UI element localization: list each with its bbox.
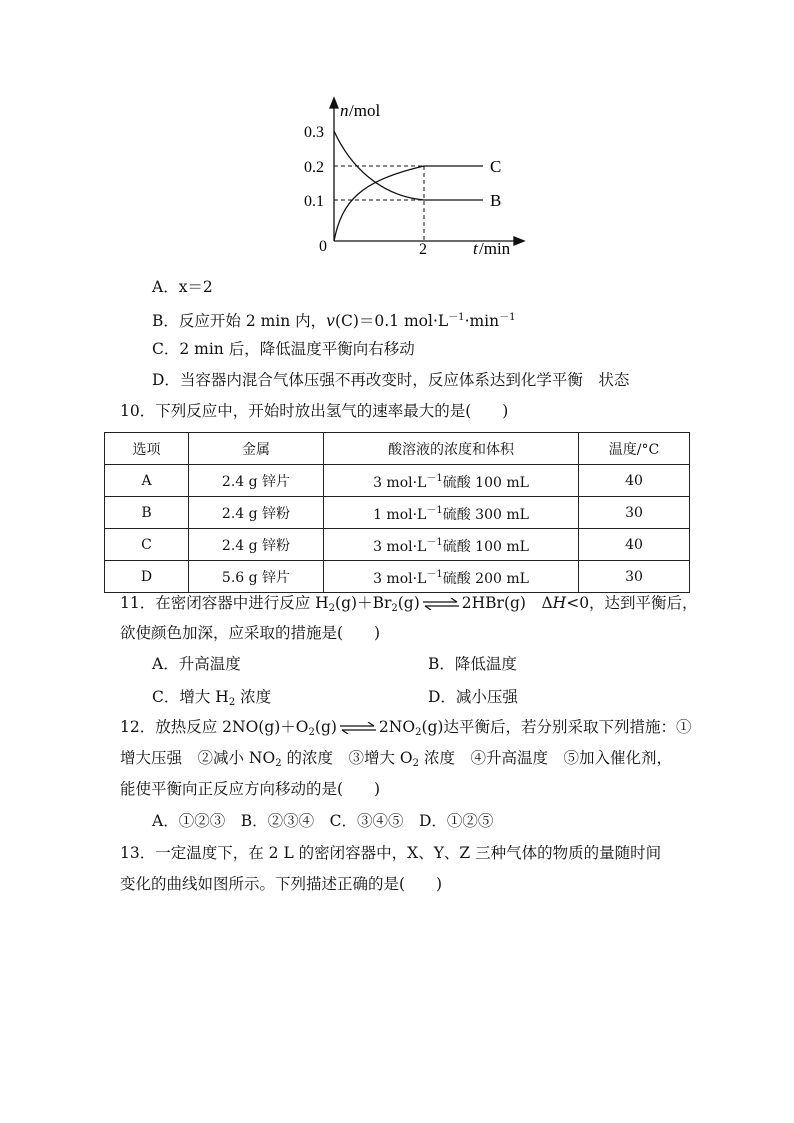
q9-option-c: C．2 min 后，降低温度平衡向右移动: [152, 340, 415, 358]
header-acid: 酸溶液的浓度和体积: [324, 433, 579, 465]
q11-line1: 11．在密闭容器中进行反应 $H_2(g)+Br_2(g)$ 2HBr(g) ΔH<0，达到平衡后，: [120, 594, 698, 614]
cell-acid: 3 $mol\cdot L^{-1}$硫酸 200 mL: [324, 561, 579, 593]
x-tick-2: 2: [419, 241, 427, 258]
q11-line2: 欲使颜色加深，应采取的措施是( ): [120, 624, 381, 642]
y-tick-02: 0.2: [304, 159, 324, 176]
q9-b-mid: (C)＝0.1 mol·L: [334, 312, 449, 330]
cell-option: A: [105, 465, 189, 497]
cell-temp: 30: [579, 561, 690, 593]
cell-temp: 40: [579, 465, 690, 497]
header-temp: 温度/°C: [579, 433, 690, 465]
q9-b-sup2: －1: [499, 312, 516, 323]
cell-temp: 40: [579, 529, 690, 561]
cell-metal: 2.4 g 锌片: [189, 465, 324, 497]
header-option: 选项: [105, 433, 189, 465]
table-header-row: [105, 433, 690, 465]
q9-option-d: D．当容器内混合气体压强不再改变时，反应体系达到化学平衡 状态: [152, 371, 630, 389]
q9-option-a: A．x＝2: [152, 278, 213, 296]
q12-line3: 能使平衡向正反应方向移动的是( ): [120, 780, 381, 798]
cell-acid: 3 $mol\cdot L^{-1}$硫酸 100 mL: [324, 529, 579, 561]
table-row: [105, 497, 690, 529]
table-row: [105, 465, 690, 497]
cell-metal: 2.4 g 锌粉: [189, 529, 324, 561]
q13-line2: 变化的曲线如图所示。下列描述正确的是( ): [120, 875, 443, 893]
header-metal: 金属: [189, 433, 324, 465]
q10-stem: 10．下列反应中，开始时放出氢气的速率最大的是( ): [120, 402, 509, 420]
curve-c-label: C: [490, 157, 502, 176]
equilibrium-arrow-icon: [423, 598, 459, 610]
q11-option-a: A．升高温度: [152, 655, 241, 673]
origin-label: 0: [319, 238, 327, 255]
q11-option-d: D．减小压强: [428, 688, 518, 706]
q12-line1: 12．放热反应 $2NO(g)+O_2(g)$ $2NO_2(g)$达平衡后，若分别采取下列措施：①: [120, 718, 692, 738]
q9-b-sup1: －1: [448, 312, 465, 323]
q12-line2: 增大压强 ②减小 $NO_2$ 的浓度 ③增大 $O_2$ 浓度 ④升高温度 ⑤加入催化剂，: [120, 749, 672, 769]
q9-b-v: v: [326, 312, 335, 330]
q9-option-b: [152, 307, 516, 332]
cell-option: C: [105, 529, 189, 561]
cell-acid: 1 $mol\cdot L^{-1}$硫酸 300 mL: [324, 497, 579, 529]
cell-option: B: [105, 497, 189, 529]
y-tick-01: 0.1: [304, 193, 324, 210]
cell-option: D: [105, 561, 189, 593]
equilibrium-arrow-icon: [340, 722, 376, 734]
q9-b-mid2: ·min: [464, 312, 500, 330]
y-tick-03: 0.3: [304, 124, 324, 141]
table-row: [105, 529, 690, 561]
cell-metal: 2.4 g 锌粉: [189, 497, 324, 529]
q11-option-b: B．降低温度: [428, 655, 517, 673]
y-label-unit: /mol: [349, 101, 381, 120]
q13-line1: 13．一定温度下，在 2 L 的密闭容器中，X、Y、Z 三种气体的物质的量随时间: [120, 844, 662, 862]
y-label-n: n: [340, 101, 349, 120]
q9-b-prefix: B．反应开始 2 min 内，: [152, 312, 327, 330]
q12-options: A．①②③ B．②③④ C．③④⑤ D．①②⑤: [152, 812, 494, 830]
curve-b-label: B: [490, 191, 502, 210]
q10-table: [104, 432, 690, 593]
cell-acid: 3 $mol\cdot L^{-1}$硫酸 100 mL: [324, 465, 579, 497]
cell-metal: 5.6 g 锌片: [189, 561, 324, 593]
cell-temp: 30: [579, 497, 690, 529]
x-label-t: t: [473, 239, 478, 258]
reaction-graph: [290, 96, 530, 266]
x-label-unit: /min: [479, 239, 511, 258]
table-row: [105, 561, 690, 593]
q11-option-c: C．增大 $H_2$ 浓度: [152, 688, 272, 708]
